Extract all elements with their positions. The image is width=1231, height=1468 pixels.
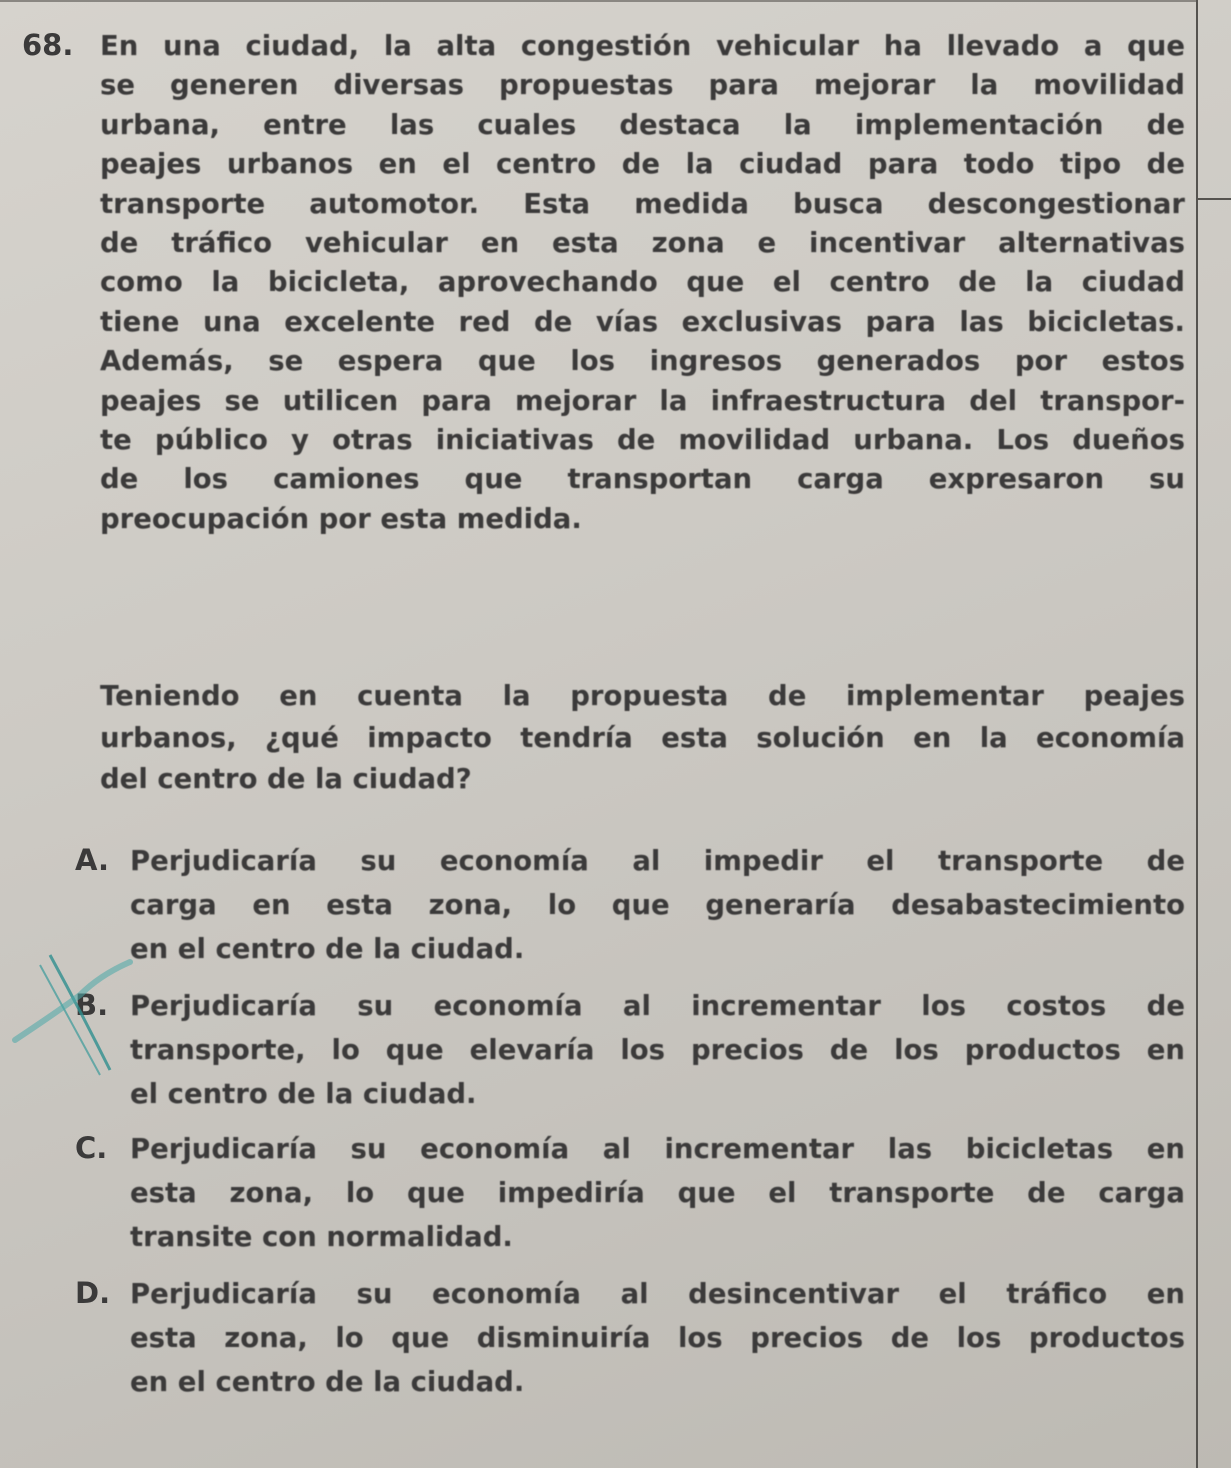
question-number: 68. (22, 28, 74, 62)
text-line: como la bicicleta, aprovechando que el centro de la ciudad (100, 266, 1185, 299)
text-line: se generen diversas propuestas para mejorar la movilidad (100, 69, 1185, 102)
text-line: transporte, lo que elevaría los precios de los productos en (130, 1034, 1185, 1066)
text-line: de los camiones que transportan carga expresaron su (100, 463, 1185, 496)
text-line: Teniendo en cuenta la propuesta de implementar peajes (100, 680, 1185, 712)
text-line: carga en esta zona, lo que generaría desabastecimiento (130, 889, 1185, 921)
text-line: Perjudicaría su economía al desincentivar el tráfico en (130, 1278, 1185, 1310)
text-line: urbana, entre las cuales destaca la implementación de (100, 108, 1185, 141)
option-letter: D. (75, 1276, 111, 1310)
page-top-edge (0, 0, 1196, 2)
text-line: de tráfico vehicular en esta zona e incentivar alternativas (100, 227, 1185, 259)
text-line: En una ciudad, la alta congestión vehicular ha llevado a que (100, 30, 1185, 62)
text-line: urbanos, ¿qué impacto tendría esta solución en la economía (100, 722, 1185, 754)
text-line: del centro de la ciudad? (100, 763, 472, 795)
page-right-tick (1196, 198, 1231, 200)
text-line: Perjudicaría su economía al impedir el transporte de (130, 845, 1185, 877)
text-line: peajes se utilicen para mejorar la infraestructura del transpor- (100, 384, 1185, 417)
text-line: peajes urbanos en el centro de la ciudad para todo tipo de (100, 148, 1185, 181)
text-line: transite con normalidad. (130, 1221, 513, 1253)
text-line: esta zona, lo que disminuiría los precios de los productos (130, 1322, 1185, 1354)
text-line: Además, se espera que los ingresos generados por estos (100, 345, 1185, 378)
text-line: el centro de la ciudad. (130, 1078, 477, 1110)
text-line: Perjudicaría su economía al incrementar las bicicletas en (130, 1133, 1185, 1165)
pen-check-mark (0, 940, 140, 1080)
text-line: Perjudicaría su economía al incrementar los costos de (130, 990, 1185, 1022)
text-line: te público y otras iniciativas de movilidad urbana. Los dueños (100, 424, 1185, 456)
text-line: en el centro de la ciudad. (130, 933, 525, 965)
text-line: transporte automotor. Esta medida busca descongestionar (100, 187, 1185, 220)
text-line: en el centro de la ciudad. (130, 1366, 525, 1398)
text-line: preocupación por esta medida. (100, 502, 582, 535)
page-right-border (1196, 0, 1198, 1468)
option-letter: A. (75, 843, 109, 877)
option-letter: C. (75, 1131, 108, 1165)
text-line: esta zona, lo que impediría que el transporte de carga (130, 1177, 1185, 1209)
option-letter: B. (75, 988, 109, 1022)
text-line: tiene una excelente red de vías exclusivas para las bicicletas. (100, 305, 1185, 338)
